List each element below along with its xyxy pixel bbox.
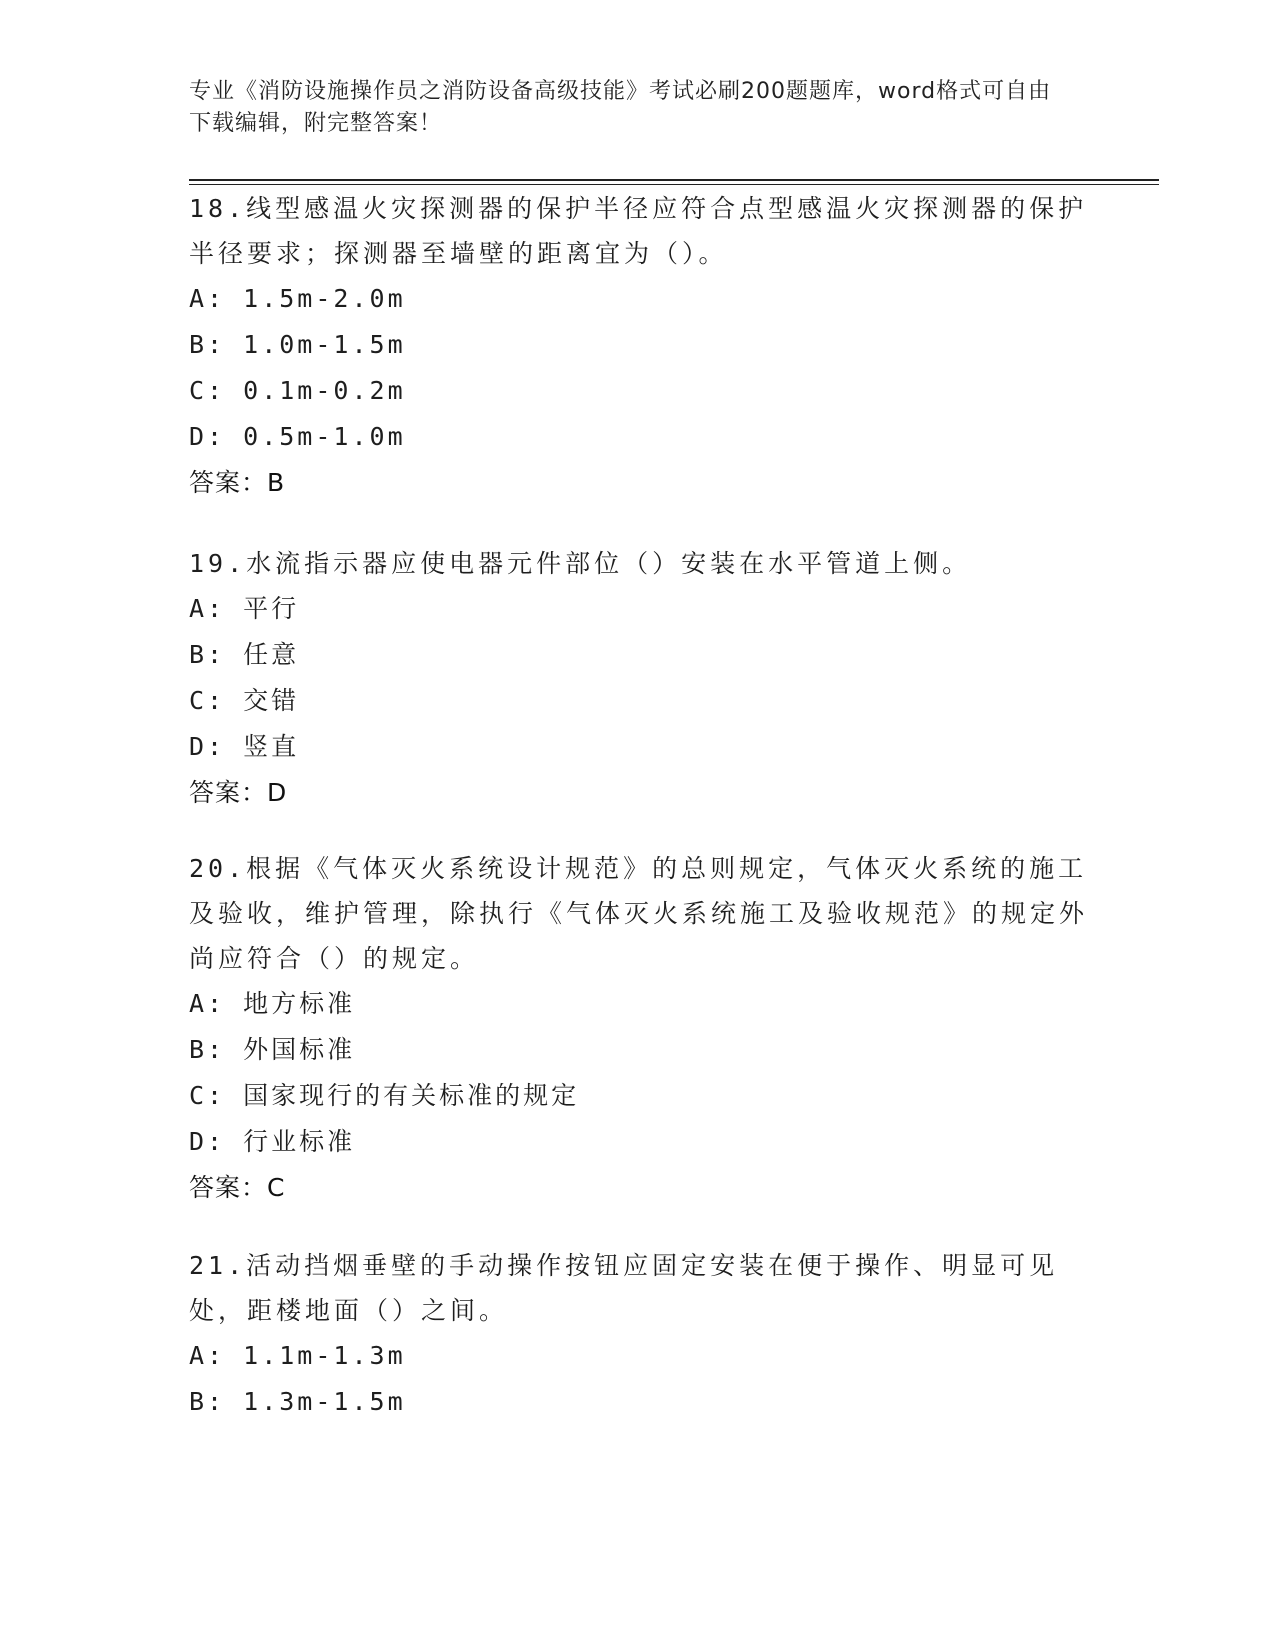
header-rule-thin (189, 184, 1159, 185)
option-b: B: 任意 (189, 640, 300, 669)
option-c: C: 国家现行的有关标准的规定 (189, 1081, 580, 1110)
option-d: D: 竖直 (189, 732, 300, 761)
option-d: D: 行业标准 (189, 1127, 356, 1156)
question-19 (189, 541, 1089, 816)
question-text: 20.根据《气体灭火系统设计规范》的总则规定，气体灭火系统的施工及验收，维护管理，除执行《气体灭火系统施工及验收规范》的规定外尚应符合（）的规定。 (189, 854, 1089, 973)
option-c: C: 交错 (189, 686, 300, 715)
question-text: 21.活动挡烟垂壁的手动操作按钮应固定安装在便于操作、明显可见处，距楼地面（）之间。 (189, 1251, 1059, 1325)
question-18 (189, 186, 1089, 506)
option-d: D: 0.5m-1.0m (189, 422, 406, 451)
option-b: B: 外国标准 (189, 1035, 356, 1064)
question-text: 18.线型感温火灾探测器的保护半径应符合点型感温火灾探测器的保护半径要求；探测器至墙壁的距离宜为（）。 (189, 194, 1088, 268)
answer: 答案：D (189, 778, 288, 807)
answer: 答案：B (189, 468, 286, 497)
question-21 (189, 1243, 1089, 1425)
option-a: A: 1.1m-1.3m (189, 1341, 406, 1370)
header-rule-thick (189, 179, 1159, 181)
option-c: C: 0.1m-0.2m (189, 376, 406, 405)
document-header: 专业《消防设施操作员之消防设备高级技能》考试必刷200题题库，word格式可自由下载编辑，附完整答案！ (189, 79, 1052, 136)
option-b: B: 1.3m-1.5m (189, 1387, 406, 1416)
option-a: A: 1.5m-2.0m (189, 284, 406, 313)
question-text: 19.水流指示器应使电器元件部位（）安装在水平管道上侧。 (189, 549, 972, 578)
option-a: A: 地方标准 (189, 989, 356, 1018)
answer: 答案：C (189, 1173, 286, 1202)
option-a: A: 平行 (189, 594, 300, 623)
option-b: B: 1.0m-1.5m (189, 330, 406, 359)
question-20 (189, 846, 1089, 1211)
